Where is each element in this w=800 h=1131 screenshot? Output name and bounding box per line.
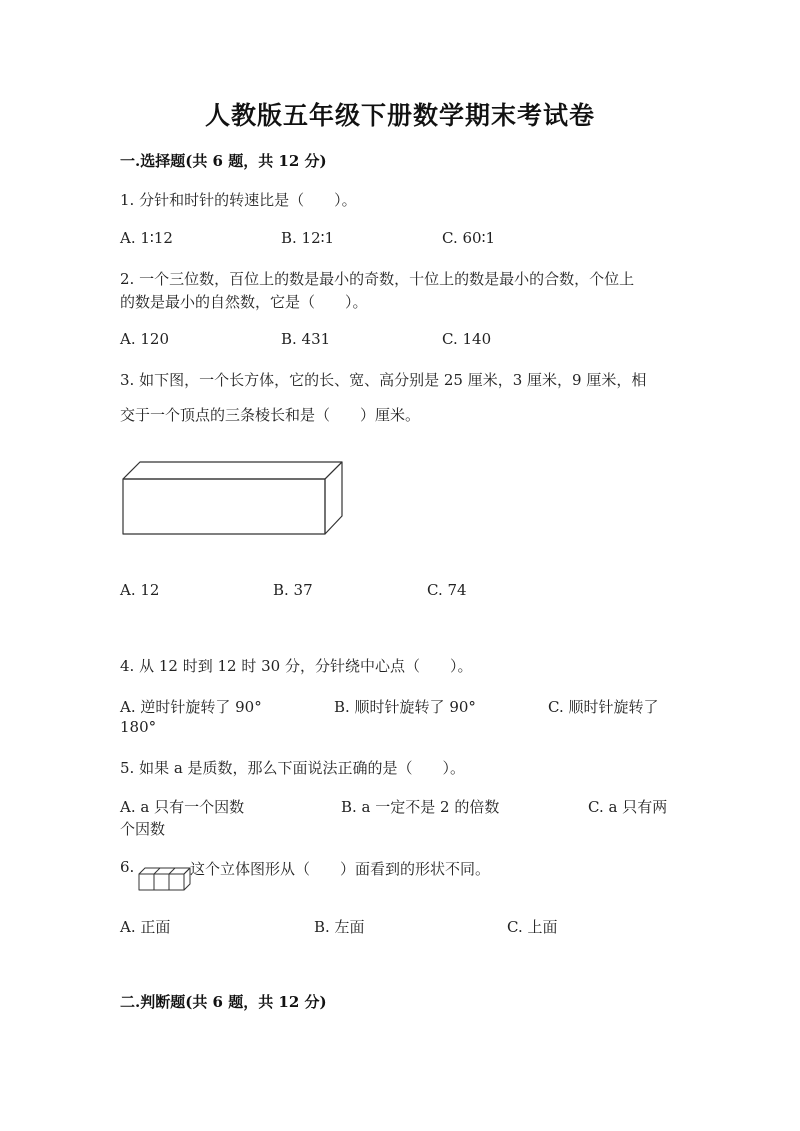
question-1-option-b: B. 12∶1 xyxy=(281,229,335,247)
question-4-text: 4. 从 12 时到 12 时 30 分，分针绕中心点（ ）。 xyxy=(120,657,473,675)
question-1-option-a: A. 1∶12 xyxy=(120,229,173,247)
question-4-option-a: A. 逆时针旋转了 90° xyxy=(120,698,262,716)
question-1-option-c: C. 60∶1 xyxy=(442,229,496,247)
question-3-text-line2: 交于一个顶点的三条棱长和是（ ）厘米。 xyxy=(120,406,421,424)
question-4-option-b: B. 顺时针旋转了 90° xyxy=(334,698,476,716)
question-4-option-c-continued: 180° xyxy=(120,718,157,736)
question-2-option-b: B. 431 xyxy=(281,330,331,348)
question-6-number: 6. xyxy=(120,858,135,876)
question-3-text-line1: 3. 如下图，一个长方体，它的长、宽、高分别是 25 厘米，3 厘米，9 厘米，相 xyxy=(120,371,647,389)
question-1-text: 1. 分针和时针的转速比是（ ）。 xyxy=(120,191,357,209)
cube-row-figure xyxy=(138,866,190,892)
question-6-option-c: C. 上面 xyxy=(507,918,558,936)
question-3-option-c: C. 74 xyxy=(427,581,467,599)
question-6-text: 这个立体图形从（ ）面看到的形状不同。 xyxy=(190,860,491,878)
cuboid-front-face xyxy=(123,479,325,534)
question-5-option-c: C. a 只有两 xyxy=(588,798,668,816)
question-6-option-a: A. 正面 xyxy=(120,918,171,936)
question-2-text-line2: 的数是最小的自然数，它是（ ）。 xyxy=(120,293,368,311)
question-5-option-c-continued: 个因数 xyxy=(120,820,166,838)
question-2-option-a: A. 120 xyxy=(120,330,169,348)
cuboid-figure xyxy=(118,458,350,538)
cuboid-top-face xyxy=(123,462,342,479)
question-4-option-c: C. 顺时针旋转了 xyxy=(548,698,659,716)
question-2-option-c: C. 140 xyxy=(442,330,492,348)
question-5-option-b: B. a 一定不是 2 的倍数 xyxy=(341,798,500,816)
question-2-text-line1: 2. 一个三位数，百位上的数是最小的奇数，十位上的数是最小的合数，个位上 xyxy=(120,270,635,288)
cuboid-side-face xyxy=(325,462,342,534)
section-heading-judgment: 二.判断题(共 6 题，共 12 分) xyxy=(120,993,327,1011)
section-heading-choice: 一.选择题(共 6 题，共 12 分) xyxy=(120,152,327,170)
question-5-option-a: A. a 只有一个因数 xyxy=(120,798,245,816)
question-6-option-b: B. 左面 xyxy=(314,918,365,936)
page-title: 人教版五年级下册数学期末考试卷 xyxy=(204,101,595,130)
question-5-text: 5. 如果 a 是质数，那么下面说法正确的是（ ）。 xyxy=(120,759,466,777)
question-3-option-a: A. 12 xyxy=(120,581,160,599)
question-3-option-b: B. 37 xyxy=(273,581,313,599)
